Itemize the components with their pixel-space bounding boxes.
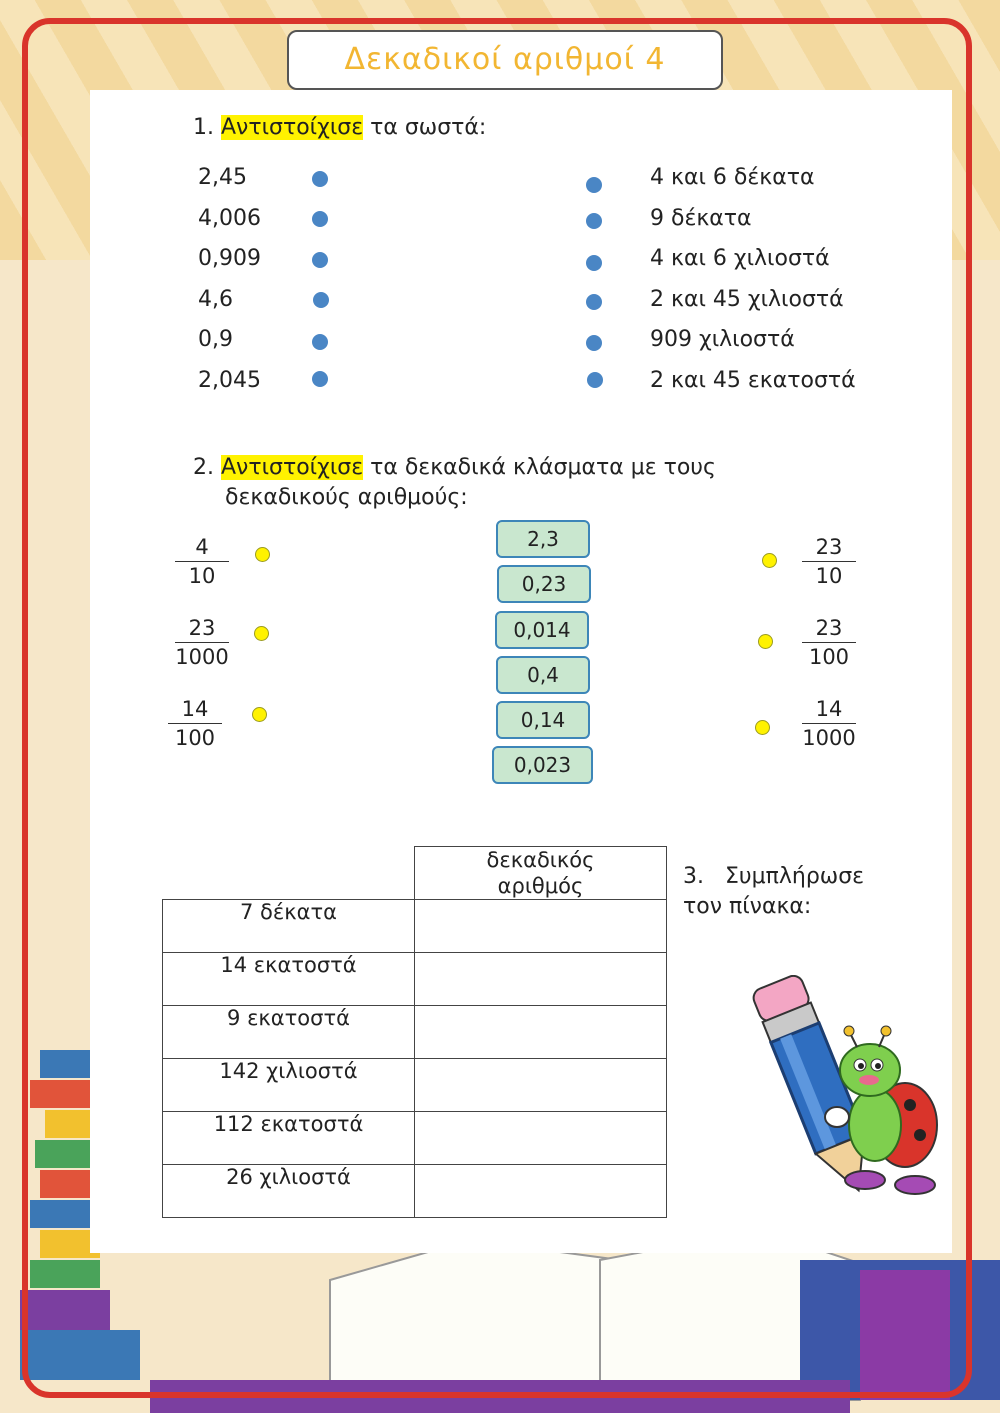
table-row <box>163 1112 667 1165</box>
match-dot[interactable] <box>586 294 602 310</box>
q1-right-item: 9 δέκατα <box>650 205 752 231</box>
q2-instruction: τα δεκαδικά κλάσματα με τους <box>363 455 716 480</box>
fraction <box>794 616 864 669</box>
match-dot[interactable] <box>312 252 328 268</box>
column-header-line: αριθμός <box>497 874 584 898</box>
row-label: 112 εκατοστά <box>163 1112 415 1165</box>
q1-right-item: 4 και 6 χιλιοστά <box>650 246 830 272</box>
q3-instruction-line1: Συμπλήρωσε <box>725 864 865 889</box>
table-corner <box>163 847 415 900</box>
fraction-denominator: 10 <box>815 564 843 588</box>
fraction-denominator: 1000 <box>175 645 229 669</box>
match-dot[interactable] <box>758 634 773 649</box>
q1-right-list <box>650 165 856 409</box>
q1-number: 1. <box>193 115 214 140</box>
row-label: 9 εκατοστά <box>163 1006 415 1059</box>
answer-cell[interactable] <box>415 1112 667 1165</box>
table-header-row <box>163 847 667 900</box>
q1-left-item: 2,045 <box>198 367 261 393</box>
match-dot[interactable] <box>313 292 329 308</box>
fraction-numerator: 14 <box>815 697 843 721</box>
table-row <box>163 1006 667 1059</box>
fraction-denominator: 100 <box>808 645 850 669</box>
choice-box[interactable]: 0,14 <box>496 701 590 739</box>
q1-left-item: 0,909 <box>198 246 261 272</box>
q1-right-item: 2 και 45 χιλιοστά <box>650 286 844 312</box>
match-dot[interactable] <box>755 720 770 735</box>
q1-highlight: Αντιστοίχισε <box>221 115 364 140</box>
table-row <box>163 953 667 1006</box>
choice-box[interactable]: 0,023 <box>492 746 593 784</box>
match-dot[interactable] <box>254 626 269 641</box>
q2-heading <box>193 453 716 513</box>
q1-left-item: 4,6 <box>198 286 233 312</box>
q1-left-list <box>198 165 261 409</box>
match-dot[interactable] <box>762 553 777 568</box>
answer-cell[interactable] <box>415 1059 667 1112</box>
answer-cell[interactable] <box>415 1006 667 1059</box>
ladybug-pencil-illustration <box>745 975 945 1210</box>
row-label: 142 χιλιοστά <box>163 1059 415 1112</box>
match-dot[interactable] <box>312 171 328 187</box>
match-dot[interactable] <box>312 334 328 350</box>
fraction-numerator: 23 <box>188 616 216 640</box>
match-dot[interactable] <box>255 547 270 562</box>
q1-instruction: τα σωστά: <box>363 115 487 140</box>
fraction <box>794 697 864 750</box>
fraction <box>160 697 230 750</box>
fraction <box>167 535 237 588</box>
q1-heading <box>193 115 486 140</box>
q1-left-item: 2,45 <box>198 165 247 190</box>
q2-number: 2. <box>193 455 214 480</box>
q2-highlight: Αντιστοίχισε <box>221 455 364 480</box>
match-dot[interactable] <box>312 371 328 387</box>
fraction-numerator: 14 <box>181 697 209 721</box>
fraction-numerator: 4 <box>195 535 209 559</box>
q3-number: 3. <box>683 864 704 889</box>
match-dot[interactable] <box>587 372 603 388</box>
choice-box[interactable]: 0,014 <box>495 611 589 649</box>
match-dot[interactable] <box>252 707 267 722</box>
match-dot[interactable] <box>586 213 602 229</box>
q1-left-item: 4,006 <box>198 205 261 231</box>
fraction-denominator: 10 <box>188 564 216 588</box>
row-label: 26 χιλιοστά <box>163 1165 415 1218</box>
column-header-decimal <box>415 847 667 900</box>
choice-box[interactable]: 2,3 <box>496 520 590 558</box>
q1-right-item: 4 και 6 δέκατα <box>650 165 815 190</box>
q1-left-item: 0,9 <box>198 327 233 353</box>
q2-instruction-line2: δεκαδικούς αριθμούς: <box>225 485 468 510</box>
match-dot[interactable] <box>586 177 602 193</box>
q3-heading <box>683 862 864 922</box>
choice-box[interactable]: 0,23 <box>497 565 591 603</box>
match-dot[interactable] <box>312 211 328 227</box>
page-title: Δεκαδικοί αριθμοί 4 <box>287 30 723 90</box>
choice-box[interactable]: 0,4 <box>496 656 590 694</box>
conversion-table <box>162 846 667 1218</box>
answer-cell[interactable] <box>415 1165 667 1218</box>
q1-right-item: 909 χιλιοστά <box>650 327 795 353</box>
fraction-denominator: 1000 <box>802 726 856 750</box>
fraction <box>167 616 237 669</box>
column-header-line: δεκαδικός <box>486 848 595 872</box>
answer-cell[interactable] <box>415 900 667 953</box>
table-row <box>163 1059 667 1112</box>
match-dot[interactable] <box>586 335 602 351</box>
table-row <box>163 900 667 953</box>
table-row <box>163 1165 667 1218</box>
fraction-numerator: 23 <box>815 616 843 640</box>
q1-right-item: 2 και 45 εκατοστά <box>650 367 856 393</box>
row-label: 7 δέκατα <box>163 900 415 953</box>
row-label: 14 εκατοστά <box>163 953 415 1006</box>
fraction-numerator: 23 <box>815 535 843 559</box>
q3-instruction-line2: τον πίνακα: <box>683 894 812 919</box>
match-dot[interactable] <box>586 255 602 271</box>
fraction <box>794 535 864 588</box>
fraction-denominator: 100 <box>174 726 216 750</box>
answer-cell[interactable] <box>415 953 667 1006</box>
